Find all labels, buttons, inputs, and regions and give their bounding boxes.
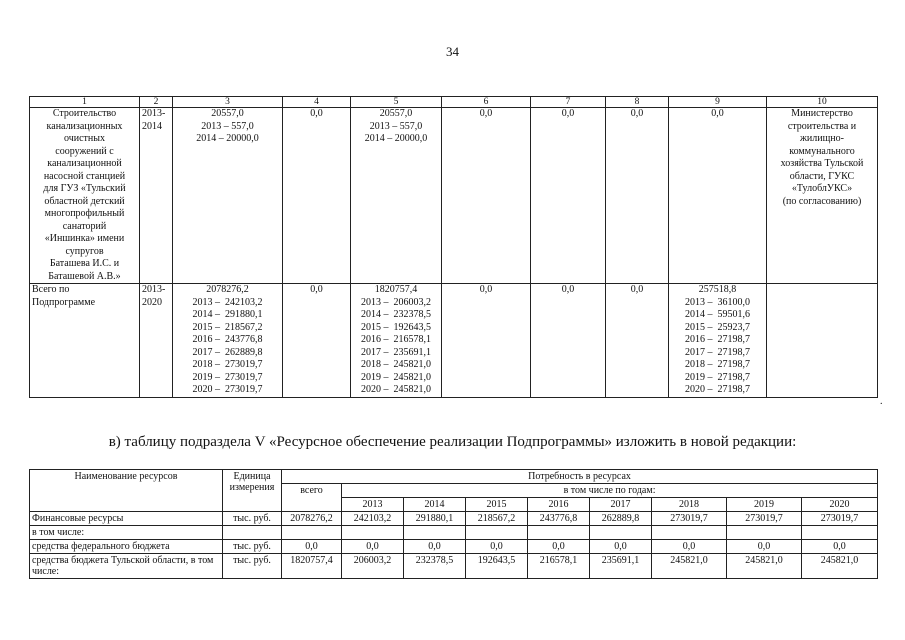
year-value: 0,0 — [802, 540, 878, 554]
value-cell: 0,0 — [442, 284, 531, 398]
resources-table — [29, 469, 878, 579]
column-number: 1 — [30, 97, 140, 108]
year-value: 232378,5 — [404, 554, 466, 579]
regional-budget: 1820757,4 2013 – 206003,2 2014 – 232378,5 2015 – 192643,5 2016 – 216578,1 2017 – 235691,1 2018 – 245821,0 2019 – 245821,0 2020 – 245821,0 — [351, 284, 442, 398]
unit-header: Единица измерения — [223, 470, 282, 512]
resource-name: в том числе: — [30, 526, 223, 540]
year-value: 0,0 — [590, 540, 652, 554]
year-value: 0,0 — [466, 540, 528, 554]
table-row — [30, 540, 878, 554]
table-row — [30, 526, 878, 540]
federal-budget: 0,0 — [283, 108, 351, 284]
year-value: 245821,0 — [727, 554, 802, 579]
measure-name: Строительство канализационных очистных сооружений с канализационной насосной станцией для ГУЗ «Тульский областной детский многопрофильный санаторий «Иншинка» имени супругов Баташева И.С. и Баташевой А.В.» — [30, 108, 140, 284]
table-row — [30, 554, 878, 579]
column-number: 9 — [669, 97, 767, 108]
value-cell: 0,0 — [531, 108, 606, 284]
resource-name: средства федерального бюджета — [30, 540, 223, 554]
year-header: 2016 — [528, 498, 590, 512]
page-number: 34 — [446, 44, 459, 59]
total-amount: 20557,0 2013 – 557,0 2014 – 20000,0 — [173, 108, 283, 284]
year-value: 0,0 — [727, 540, 802, 554]
year-value: 0,0 — [342, 540, 404, 554]
unit: тыс. руб. — [223, 554, 282, 579]
unit: тыс. руб. — [223, 540, 282, 554]
year-value: 273019,7 — [802, 512, 878, 526]
responsible-executor: Министерство строительства и жилищно- коммунального хозяйства Тульской области, ГУКС «ТулоблУКС» (по согласованию) — [767, 108, 878, 284]
year-value: 245821,0 — [802, 554, 878, 579]
value-cell: 0,0 — [442, 108, 531, 284]
year-value: 273019,7 — [652, 512, 727, 526]
year-value: 0,0 — [404, 540, 466, 554]
column-number: 3 — [173, 97, 283, 108]
program-table — [29, 96, 878, 398]
column-number: 2 — [140, 97, 173, 108]
need-header: Потребность в ресурсах — [282, 470, 878, 484]
column-number: 7 — [531, 97, 606, 108]
year-header: 2019 — [727, 498, 802, 512]
other-sources: 257518,8 2013 – 36100,0 2014 – 59501,6 2015 – 25923,7 2016 – 27198,7 2017 – 27198,7 2018 – 27198,7 2019 – 27198,7 2020 – 27198,7 — [669, 284, 767, 398]
unit: тыс. руб. — [223, 512, 282, 526]
column-number: 4 — [283, 97, 351, 108]
total-value: 1820757,4 — [282, 554, 342, 579]
year-header: 2013 — [342, 498, 404, 512]
resource-name: средства бюджета Тульской области, в том числе: — [30, 554, 223, 579]
column-numbers-row — [30, 97, 878, 108]
year-value: 206003,2 — [342, 554, 404, 579]
resource-name: Финансовые ресурсы — [30, 512, 223, 526]
year-value: 245821,0 — [652, 554, 727, 579]
total-value: 0,0 — [282, 540, 342, 554]
year-value: 0,0 — [528, 540, 590, 554]
value-cell: 0,0 — [606, 284, 669, 398]
table-row — [30, 512, 878, 526]
year-header: 2015 — [466, 498, 528, 512]
year-value: 235691,1 — [590, 554, 652, 579]
regional-budget: 20557,0 2013 – 557,0 2014 – 20000,0 — [351, 108, 442, 284]
year-value: 216578,1 — [528, 554, 590, 579]
column-number: 5 — [351, 97, 442, 108]
value-cell: 0,0 — [531, 284, 606, 398]
column-number: 10 — [767, 97, 878, 108]
year-value: 0,0 — [652, 540, 727, 554]
total-amount: 2078276,2 2013 – 242103,2 2014 – 291880,1 2015 – 218567,2 2016 – 243776,8 2017 – 262889,8 2018 – 273019,7 2019 – 273019,7 2020 – 273019,7 — [173, 284, 283, 398]
period: 2013- 2020 — [140, 284, 173, 398]
resource-name-header: Наименование ресурсов — [30, 470, 223, 512]
federal-budget: 0,0 — [283, 284, 351, 398]
year-value: 243776,8 — [528, 512, 590, 526]
year-value: 192643,5 — [466, 554, 528, 579]
total-header: всего — [282, 484, 342, 512]
year-header: 2018 — [652, 498, 727, 512]
measure-name: Всего по Подпрограмме — [30, 284, 140, 398]
column-number: 6 — [442, 97, 531, 108]
by-years-header: в том числе по годам: — [342, 484, 878, 498]
year-value: 291880,1 — [404, 512, 466, 526]
scan-mark: . — [880, 396, 883, 407]
year-header: 2020 — [802, 498, 878, 512]
table-row — [30, 108, 878, 284]
year-value: 218567,2 — [466, 512, 528, 526]
period: 2013- 2014 — [140, 108, 173, 284]
header-row — [30, 470, 878, 484]
year-value: 242103,2 — [342, 512, 404, 526]
value-cell: 0,0 — [606, 108, 669, 284]
total-value: 2078276,2 — [282, 512, 342, 526]
value-cell: 0,0 — [669, 108, 767, 284]
year-value: 273019,7 — [727, 512, 802, 526]
year-header: 2017 — [590, 498, 652, 512]
year-value: 262889,8 — [590, 512, 652, 526]
table-row — [30, 284, 878, 398]
responsible-executor — [767, 284, 878, 398]
column-number: 8 — [606, 97, 669, 108]
year-header: 2014 — [404, 498, 466, 512]
section-heading: в) таблицу подраздела V «Ресурсное обеспечение реализации Подпрограммы» изложить в новой редакции: — [108, 434, 797, 450]
